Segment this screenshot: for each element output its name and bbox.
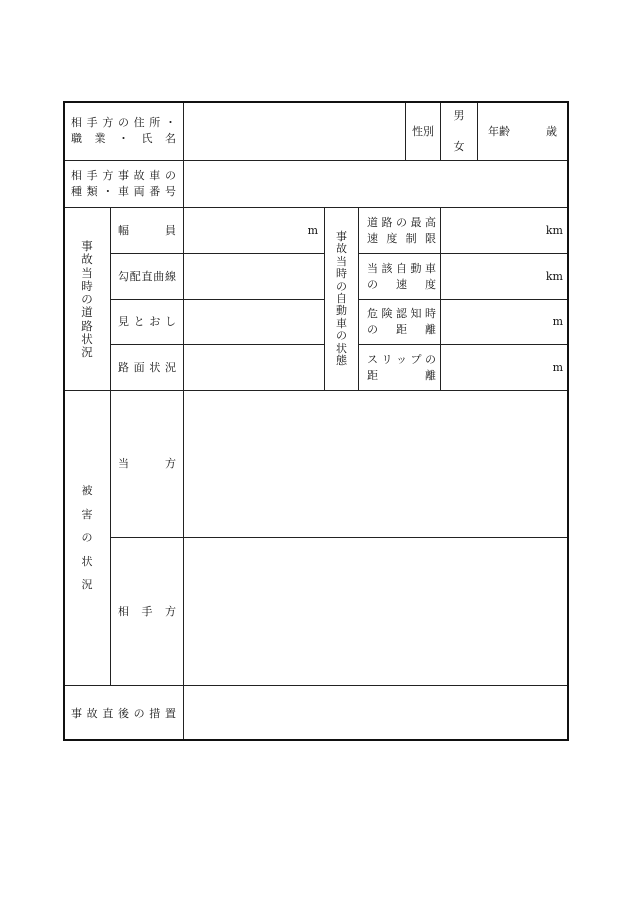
glyph: の (336, 279, 347, 293)
speed-limit-unit: km (545, 223, 563, 237)
glyph: 車 (117, 185, 129, 198)
speed-limit-label-line2 (367, 231, 436, 247)
road-grade-label-cell (110, 253, 183, 299)
glyph: 住 (133, 116, 145, 129)
glyph: 車 (425, 261, 436, 275)
glyph: の (164, 169, 176, 182)
glyph: 状 (81, 554, 93, 568)
glyph: 号 (164, 185, 176, 198)
glyph: 車 (336, 316, 347, 330)
glyph: 速 (396, 277, 407, 291)
damage-title (82, 485, 93, 591)
measures-label (71, 706, 176, 722)
skid-distance-unit: m (552, 360, 563, 374)
glyph: の (117, 116, 129, 129)
glyph: 事 (71, 706, 82, 720)
glyph: 直 (141, 269, 153, 283)
glyph: 当 (367, 261, 378, 275)
glyph: 見 (118, 315, 129, 328)
glyph: 時 (81, 278, 93, 293)
glyph: ッ (396, 352, 407, 366)
damage-opponent-label (118, 604, 176, 620)
glyph: 種 (71, 185, 82, 198)
glyph: 状 (81, 331, 93, 346)
glyph: 該 (381, 261, 393, 275)
glyph: ・ (102, 185, 114, 198)
glyph: 事 (336, 230, 347, 243)
opponent-address-label-cell (63, 101, 183, 160)
glyph: 業 (94, 132, 106, 145)
road-width-field (183, 207, 324, 253)
glyph: 距 (396, 323, 407, 336)
glyph: 動 (336, 304, 347, 318)
glyph: 職 (71, 132, 82, 145)
measures-field (183, 685, 569, 741)
road-grade-field (183, 253, 324, 299)
glyph: 離 (425, 368, 436, 382)
glyph: 速 (367, 231, 378, 245)
glyph: 故 (336, 242, 347, 256)
glyph: 状 (336, 341, 347, 355)
road-visibility-label (118, 314, 176, 330)
road-visibility-label-cell (110, 299, 183, 344)
glyph: ・ (164, 116, 176, 129)
glyph: お (149, 315, 161, 328)
glyph: 害 (81, 507, 93, 521)
damage-own-label (118, 456, 176, 472)
glyph: 車 (149, 169, 161, 182)
glyph: 幅 (118, 223, 129, 237)
glyph: 当 (81, 265, 93, 280)
glyph: と (133, 315, 145, 328)
damage-title-cell (63, 390, 110, 685)
vehicle-speed-label-cell (358, 253, 440, 299)
skid-distance-field (440, 344, 569, 390)
glyph: 置 (164, 706, 176, 720)
vehicle-speed-field (440, 253, 569, 299)
glyph: ・ (118, 132, 129, 145)
opponent-vehicle-label-line1 (71, 168, 176, 184)
road-conditions-title (81, 240, 93, 358)
speed-limit-field (440, 207, 569, 253)
glyph: 限 (424, 231, 436, 245)
opponent-address-label-line2 (71, 131, 176, 147)
glyph: 路 (381, 215, 393, 229)
danger-distance-label-cell (358, 299, 440, 344)
skid-distance-label-line1 (367, 352, 436, 368)
opponent-address-field (183, 101, 405, 160)
road-width-label (118, 223, 176, 239)
glyph: 動 (410, 261, 422, 275)
glyph: 直 (102, 706, 114, 720)
glyph: 険 (381, 307, 393, 320)
sex-option-female: 女 (453, 139, 465, 153)
glyph: 態 (336, 353, 347, 367)
glyph: 況 (81, 578, 93, 591)
glyph: 後 (117, 706, 129, 720)
opponent-vehicle-label-line2 (71, 184, 176, 200)
glyph: 当 (336, 254, 347, 268)
damage-own-label-cell (110, 390, 183, 537)
glyph: 知 (410, 307, 422, 320)
vehicle-state-title-cell (324, 207, 358, 390)
glyph: 曲 (153, 269, 165, 283)
glyph: 時 (425, 307, 436, 320)
glyph: 制 (405, 231, 417, 245)
sex-options-cell (440, 101, 477, 160)
glyph: 事 (117, 169, 129, 182)
glyph: 方 (165, 604, 176, 618)
glyph: 方 (165, 457, 176, 470)
age-unit: 歳 (546, 125, 557, 138)
glyph: 時 (336, 267, 347, 281)
glyph: ス (367, 352, 378, 366)
glyph: リ (381, 352, 393, 366)
glyph: の (396, 215, 407, 229)
opponent-vehicle-field (183, 160, 569, 207)
glyph: の (81, 292, 93, 306)
damage-opponent-field (183, 537, 569, 685)
glyph: 被 (81, 484, 93, 497)
road-surface-field (183, 344, 324, 390)
danger-distance-field (440, 299, 569, 344)
danger-distance-label-line1 (367, 306, 436, 322)
glyph: の (81, 531, 93, 544)
glyph: 故 (133, 169, 145, 182)
road-grade-label (118, 269, 176, 285)
road-visibility-field (183, 299, 324, 344)
glyph: 方 (102, 169, 114, 182)
vehicle-speed-unit: km (545, 269, 563, 283)
glyph: 線 (165, 269, 176, 283)
glyph: 度 (386, 231, 398, 245)
glyph: 手 (141, 604, 153, 618)
skid-distance-label-line2 (367, 368, 436, 384)
glyph: 面 (133, 360, 145, 374)
glyph: 況 (164, 360, 176, 374)
glyph: 名 (165, 132, 176, 145)
glyph: 最 (410, 215, 422, 229)
sex-label: 性別 (412, 125, 434, 138)
damage-own-field (183, 390, 569, 537)
glyph: 道 (81, 305, 93, 320)
glyph: 番 (149, 185, 161, 198)
speed-limit-label-cell (358, 207, 440, 253)
opponent-address-label-line1 (71, 115, 176, 131)
glyph: 路 (81, 318, 93, 333)
glyph: 況 (81, 345, 93, 359)
glyph: 状 (149, 360, 161, 374)
glyph: 勾 (118, 269, 129, 283)
glyph: 措 (149, 706, 161, 720)
age-label: 年齢 (488, 125, 510, 138)
road-surface-label (118, 360, 176, 376)
measures-label-cell (63, 685, 183, 741)
road-width-label-cell (110, 207, 183, 253)
glyph: プ (410, 352, 422, 366)
skid-distance-label-cell (358, 344, 440, 390)
glyph: 手 (86, 116, 98, 129)
glyph: 所 (149, 116, 161, 129)
road-width-unit: m (307, 223, 318, 237)
glyph: 相 (71, 169, 82, 182)
glyph: 両 (133, 185, 145, 198)
glyph: 距 (367, 368, 378, 382)
glyph: 相 (118, 604, 129, 618)
accident-report-form (63, 101, 569, 741)
glyph: 自 (396, 261, 407, 275)
glyph: 相 (71, 116, 82, 129)
glyph: 氏 (141, 132, 153, 145)
glyph: 道 (367, 215, 378, 229)
glyph: 度 (425, 277, 436, 291)
vehicle-state-title (336, 231, 347, 367)
glyph: の (336, 329, 347, 343)
sex-option-male: 男 (453, 108, 465, 122)
vehicle-speed-label-line1 (367, 261, 436, 277)
road-surface-label-cell (110, 344, 183, 390)
age-cell (477, 101, 569, 160)
glyph: 故 (81, 252, 93, 267)
glyph: 危 (367, 307, 378, 320)
glyph: 方 (102, 116, 114, 129)
glyph: 員 (165, 223, 176, 237)
glyph: 路 (118, 360, 129, 374)
glyph: の (133, 706, 145, 720)
road-conditions-title-cell (63, 207, 110, 390)
glyph: 故 (86, 706, 98, 720)
danger-distance-label-line2 (367, 322, 436, 338)
glyph: の (425, 352, 436, 366)
glyph: 認 (396, 307, 407, 320)
sex-label-cell (405, 101, 440, 160)
speed-limit-label-line1 (367, 215, 436, 231)
glyph: 当 (118, 457, 129, 470)
danger-distance-unit: m (552, 315, 563, 328)
glyph: 手 (86, 169, 98, 182)
vehicle-speed-label-line2 (367, 277, 436, 293)
glyph: 離 (425, 323, 436, 336)
glyph: 類 (86, 185, 98, 198)
opponent-vehicle-label-cell (63, 160, 183, 207)
glyph: 高 (425, 215, 436, 229)
glyph: の (367, 277, 378, 291)
glyph: 自 (336, 291, 347, 305)
damage-opponent-label-cell (110, 537, 183, 685)
glyph: 事 (81, 239, 93, 253)
glyph: し (164, 315, 176, 328)
glyph: の (367, 323, 378, 336)
glyph: 配 (129, 269, 141, 283)
